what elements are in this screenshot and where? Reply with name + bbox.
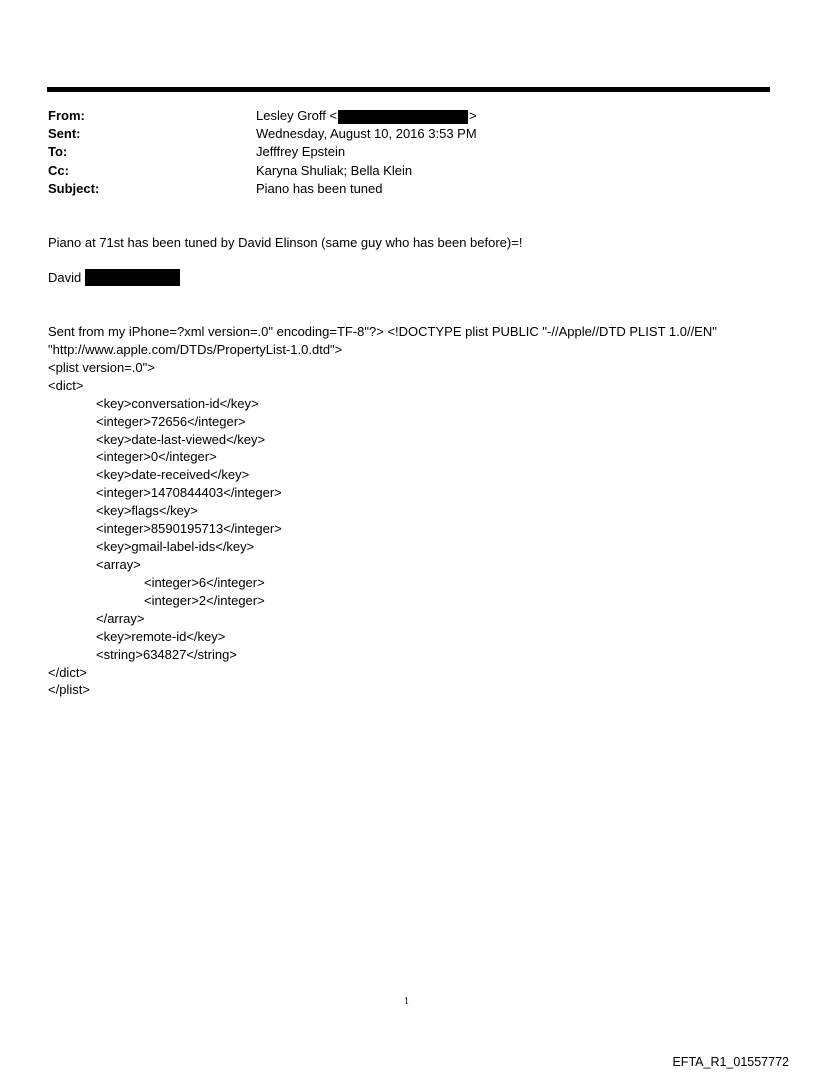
cc-label: Cc: — [48, 162, 69, 178]
email-header — [48, 107, 477, 198]
plist-line: <integer>6</integer> — [144, 574, 265, 590]
plist-line: <key>flags</key> — [96, 503, 198, 519]
plist-block — [48, 323, 717, 699]
plist-line: </dict> — [48, 664, 88, 680]
plist-line: <key>date-last-viewed</key> — [96, 431, 266, 447]
plist-line: <key>remote-id</key> — [96, 628, 226, 644]
plist-line: <plist version=.0"> — [48, 359, 155, 375]
plist-line: <dict> — [48, 377, 84, 393]
plist-line: Sent from my iPhone=?xml version=.0" encoding=TF-8"?> <!DOCTYPE plist PUBLIC "-//Apple//DTD PLIST 1.0//EN" — [48, 324, 717, 339]
plist-line: <key>conversation-id</key> — [96, 395, 259, 411]
subject-row — [48, 180, 477, 198]
from-value — [256, 107, 477, 125]
body-line-2 — [48, 269, 180, 287]
sent-value: Wednesday, August 10, 2016 3:53 PM — [256, 126, 477, 142]
to-value: Jefffrey Epstein — [256, 144, 346, 160]
plist-line: <integer>8590195713</integer> — [96, 521, 282, 537]
document-id: EFTA_R1_01557772 — [672, 1055, 789, 1069]
cc-row — [48, 162, 477, 180]
plist-line: <key>gmail-label-ids</key> — [96, 539, 255, 555]
redacted-email — [338, 110, 468, 124]
plist-line: <integer>0</integer> — [96, 449, 217, 465]
subject-label: Subject: — [48, 180, 100, 196]
plist-line: <array> — [96, 556, 141, 572]
plist-line: <key>date-received</key> — [96, 467, 250, 483]
plist-line: </array> — [96, 610, 145, 626]
plist-line: <integer>1470844403</integer> — [96, 485, 282, 501]
plist-line: <integer>72656</integer> — [96, 413, 246, 429]
cc-value: Karyna Shuliak; Bella Klein — [256, 162, 413, 178]
page-number: 1 — [404, 996, 409, 1007]
plist-line: "http://www.apple.com/DTDs/PropertyList-1.0.dtd"> — [48, 341, 343, 357]
plist-line: <string>634827</string> — [96, 646, 237, 662]
sent-label: Sent: — [48, 126, 81, 142]
plist-line: </plist> — [48, 682, 90, 698]
from-label: From: — [48, 108, 85, 123]
subject-value: Piano has been tuned — [256, 180, 383, 196]
redacted-surname — [85, 269, 180, 286]
header-rule — [47, 87, 770, 92]
body-line-1: Piano at 71st has been tuned by David Elinson (same guy who has been before)=! — [48, 235, 523, 250]
plist-line: <integer>2</integer> — [144, 592, 265, 608]
sent-row — [48, 125, 477, 143]
signature-name: David — [48, 270, 82, 285]
from-row — [48, 107, 477, 125]
from-name: Lesley Groff < — [256, 108, 338, 123]
to-row — [48, 143, 477, 161]
to-label: To: — [48, 144, 68, 160]
from-close: > — [469, 108, 477, 123]
